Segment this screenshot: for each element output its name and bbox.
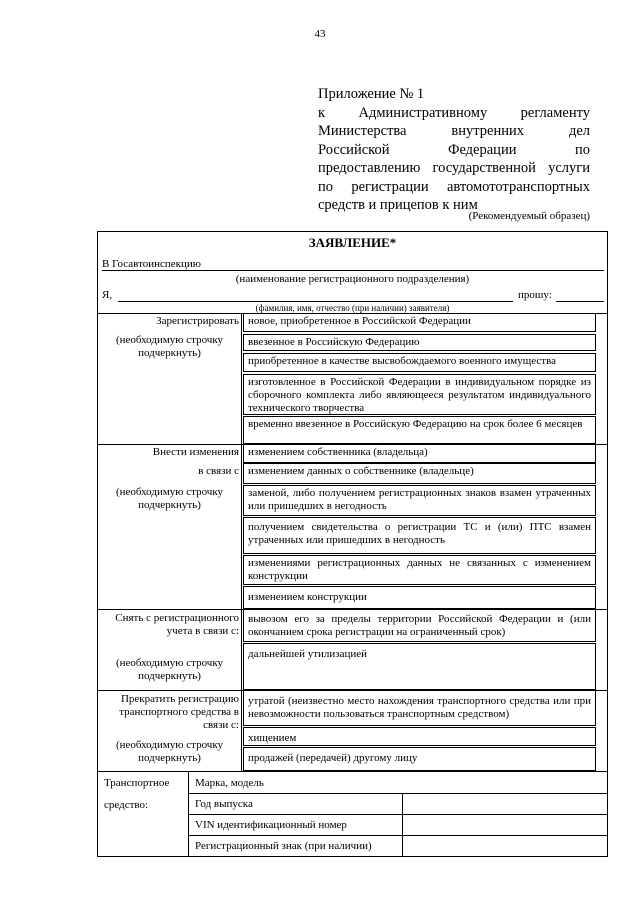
page-number: 43: [314, 28, 326, 40]
terminate-label: Прекратить регистрацию транспортного средства в связи с:: [119, 693, 239, 731]
appendix-line: по регистрации автомототранспортных: [318, 178, 590, 195]
changes-option[interactable]: изменением собственника (владельца): [243, 444, 596, 463]
appendix-title: Приложение № 1: [318, 86, 425, 102]
vehicle-field-label: Регистрационный знак (при наличии): [195, 840, 372, 852]
vehicle-vin-value[interactable]: [403, 815, 607, 835]
changes-option[interactable]: заменой, либо получением регистрационных знаков взамен утраченных или пришедших в негодность: [243, 485, 596, 516]
column-divider: [241, 313, 242, 771]
vehicle-year-value[interactable]: [403, 794, 607, 814]
appendix-line: предоставлению государственной услуги: [318, 160, 590, 176]
appendix-line: к Административному регламенту: [318, 104, 590, 121]
register-hint: (необходимую строчку подчеркнуть): [115, 334, 224, 359]
section-divider: [97, 771, 608, 772]
vehicle-field-label: VIN идентификационный номер: [195, 819, 347, 831]
register-option[interactable]: изготовленное в Российской Федерации в индивидуальном порядке из сборочного комплекта либо являющееся результатом индивидуального технического творчества: [243, 374, 596, 415]
changes-option[interactable]: изменением конструкции: [243, 586, 596, 609]
to-underline[interactable]: [102, 270, 604, 271]
register-option[interactable]: приобретенное в качестве высвобождаемого военного имущества: [243, 353, 596, 372]
form-title: ЗАЯВЛЕНИЕ*: [308, 235, 397, 250]
appendix-line: Российской Федерации по: [318, 141, 590, 158]
terminate-option[interactable]: продажей (передачей) другому лицу: [243, 747, 596, 771]
deregister-label: Снять с регистрационного учета в связи с:: [115, 612, 239, 637]
deregister-hint: (необходимую строчку подчеркнуть): [115, 657, 224, 682]
register-option[interactable]: ввезенное в Российскую Федерацию: [243, 334, 596, 351]
vehicle-field-label: Марка, модель: [195, 777, 264, 789]
changes-option[interactable]: изменением данных о собственнике (владельце): [243, 463, 596, 484]
request-label: прошу:: [518, 289, 552, 301]
name-hint: (фамилия, имя, отчество (при наличии) заявителя): [255, 303, 450, 313]
sample-note: (Рекомендуемый образец): [468, 210, 590, 222]
to-line-label: В Госавтоинспекцию: [102, 258, 201, 270]
changes-label: Внести изменения: [152, 446, 239, 458]
terminate-option[interactable]: хищением: [243, 727, 596, 746]
to-hint: (наименование регистрационного подразделения): [235, 273, 470, 285]
appendix-header: [318, 85, 590, 215]
vehicle-plate-value[interactable]: [403, 836, 607, 856]
register-option[interactable]: новое, приобретенное в Российской Федерации: [243, 313, 596, 332]
changes-hint: (необходимую строчку подчеркнуть): [115, 486, 224, 511]
changes-option[interactable]: получением свидетельства о регистрации ТС и (или) ПТС взамен утраченных или пришедших в негодность: [243, 517, 596, 554]
terminate-hint: (необходимую строчку подчеркнуть): [115, 739, 224, 764]
terminate-option[interactable]: утратой (неизвестно место нахождения транспортного средства или при невозможности пользоваться транспортным средством): [243, 690, 596, 726]
changes-option[interactable]: изменениями регистрационных данных не связанных с изменением конструкции: [243, 555, 596, 585]
appendix-line: Министерства внутренних дел: [318, 123, 590, 139]
vehicle-label: Транспортное: [104, 777, 170, 789]
name-underline[interactable]: [118, 301, 513, 302]
register-label: Зарегистрировать: [156, 315, 239, 327]
deregister-option[interactable]: дальнейшей утилизацией: [243, 643, 596, 690]
changes-reason: в связи с: [198, 465, 239, 477]
register-option[interactable]: временно ввезенное в Российскую Федерацию на срок более 6 месяцев: [243, 416, 596, 444]
deregister-option[interactable]: вывозом его за пределы территории Российской Федерации и (или окончанием срока регистрации на ограниченный срок): [243, 609, 596, 642]
vehicle-label: средство:: [104, 799, 149, 811]
request-underline: [556, 301, 604, 302]
i-label: Я,: [102, 289, 113, 301]
appendix-line: средств и прицепов к ним: [318, 197, 478, 213]
vehicle-field-label: Год выпуска: [195, 798, 253, 810]
